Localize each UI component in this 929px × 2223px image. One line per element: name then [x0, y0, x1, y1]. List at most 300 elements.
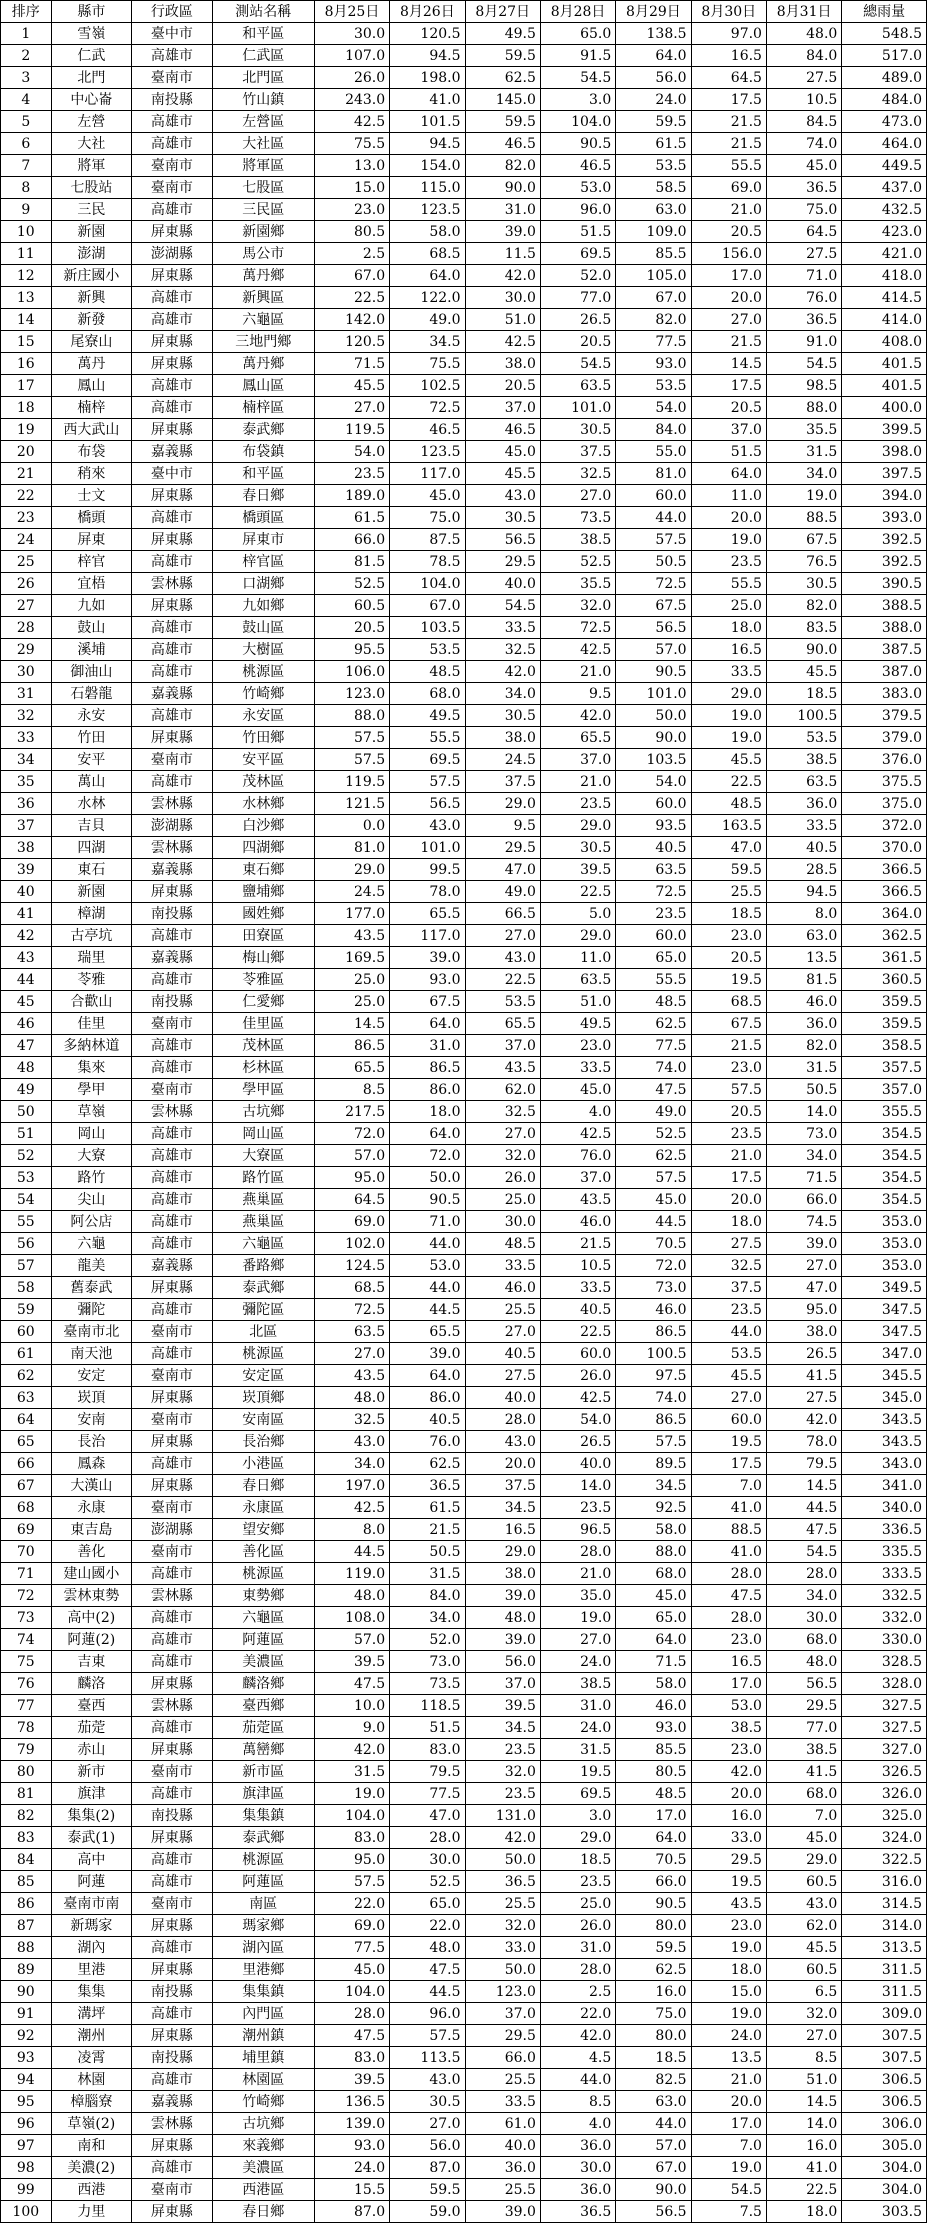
county-cell: 瑞里: [51, 947, 132, 969]
day-rain-cell: 123.0: [465, 1981, 540, 2003]
day-rain-cell: 83.0: [390, 1739, 465, 1761]
day-rain-cell: 9.5: [540, 683, 615, 705]
day-rain-cell: 63.5: [540, 375, 615, 397]
district-cell: 高雄市: [132, 287, 213, 309]
day-rain-cell: 53.5: [616, 375, 691, 397]
total-rain-cell: 473.0: [842, 111, 927, 133]
day-rain-cell: 47.5: [766, 1519, 841, 1541]
table-row: [1, 595, 927, 617]
county-cell: 萬丹: [51, 353, 132, 375]
day-rain-cell: 94.5: [766, 881, 841, 903]
table-row: [1, 441, 927, 463]
day-rain-cell: 119.0: [314, 1563, 389, 1585]
day-rain-cell: 70.5: [616, 1849, 691, 1871]
day-rain-cell: 20.0: [691, 1189, 766, 1211]
district-cell: 高雄市: [132, 661, 213, 683]
day-rain-cell: 63.5: [766, 771, 841, 793]
day-rain-cell: 39.0: [390, 947, 465, 969]
total-rain-cell: 418.0: [842, 265, 927, 287]
total-rain-cell: 343.5: [842, 1409, 927, 1431]
total-rain-cell: 366.5: [842, 881, 927, 903]
county-cell: 湖內: [51, 1937, 132, 1959]
day-rain-cell: 21.0: [691, 199, 766, 221]
district-cell: 高雄市: [132, 309, 213, 331]
table-row: [1, 287, 927, 309]
day-rain-cell: 57.5: [616, 1167, 691, 1189]
district-cell: 雲林縣: [132, 2113, 213, 2135]
day-rain-cell: 56.5: [465, 529, 540, 551]
total-rain-cell: 304.0: [842, 2179, 927, 2201]
day-rain-cell: 69.0: [314, 1211, 389, 1233]
day-rain-cell: 37.0: [465, 1673, 540, 1695]
day-rain-cell: 243.0: [314, 89, 389, 111]
day-rain-cell: 85.5: [616, 243, 691, 265]
county-cell: 吉東: [51, 1651, 132, 1673]
day-rain-cell: 39.0: [465, 1629, 540, 1651]
day-rain-cell: 62.5: [616, 1959, 691, 1981]
total-rain-cell: 328.0: [842, 1673, 927, 1695]
station-cell: 永安區: [212, 705, 314, 727]
table-row: [1, 1695, 927, 1717]
total-rain-cell: 361.5: [842, 947, 927, 969]
column-header: 縣市: [51, 1, 132, 23]
station-cell: 大寮區: [212, 1145, 314, 1167]
day-rain-cell: 36.5: [390, 1475, 465, 1497]
day-rain-cell: 19.0: [691, 2157, 766, 2179]
day-rain-cell: 19.0: [691, 727, 766, 749]
station-cell: 古坑鄉: [212, 1101, 314, 1123]
day-rain-cell: 45.0: [390, 485, 465, 507]
county-cell: 岡山: [51, 1123, 132, 1145]
day-rain-cell: 20.5: [465, 375, 540, 397]
county-cell: 樟湖: [51, 903, 132, 925]
day-rain-cell: 53.5: [691, 1343, 766, 1365]
day-rain-cell: 43.0: [465, 947, 540, 969]
day-rain-cell: 24.0: [616, 89, 691, 111]
day-rain-cell: 59.5: [691, 859, 766, 881]
day-rain-cell: 45.5: [766, 661, 841, 683]
day-rain-cell: 49.5: [390, 705, 465, 727]
district-cell: 臺南市: [132, 155, 213, 177]
day-rain-cell: 23.5: [540, 793, 615, 815]
rank-cell: 33: [1, 727, 52, 749]
day-rain-cell: 38.0: [465, 1563, 540, 1585]
rank-cell: 58: [1, 1277, 52, 1299]
total-rain-cell: 309.0: [842, 2003, 927, 2025]
day-rain-cell: 34.0: [390, 1607, 465, 1629]
day-rain-cell: 106.0: [314, 661, 389, 683]
rank-cell: 41: [1, 903, 52, 925]
day-rain-cell: 93.0: [616, 1717, 691, 1739]
station-cell: 瑪家鄉: [212, 1915, 314, 1937]
day-rain-cell: 104.0: [314, 1805, 389, 1827]
day-rain-cell: 18.0: [390, 1101, 465, 1123]
total-rain-cell: 394.0: [842, 485, 927, 507]
rank-cell: 55: [1, 1211, 52, 1233]
station-cell: 杉林區: [212, 1057, 314, 1079]
table-row: [1, 771, 927, 793]
district-cell: 高雄市: [132, 199, 213, 221]
day-rain-cell: 83.0: [314, 2047, 389, 2069]
day-rain-cell: 15.5: [314, 2179, 389, 2201]
total-rain-cell: 305.0: [842, 2135, 927, 2157]
day-rain-cell: 29.0: [691, 683, 766, 705]
day-rain-cell: 29.0: [465, 1541, 540, 1563]
total-rain-cell: 327.5: [842, 1717, 927, 1739]
county-cell: 永安: [51, 705, 132, 727]
station-cell: 竹崎鄉: [212, 683, 314, 705]
day-rain-cell: 20.5: [691, 221, 766, 243]
total-rain-cell: 517.0: [842, 45, 927, 67]
table-row: [1, 463, 927, 485]
total-rain-cell: 343.0: [842, 1453, 927, 1475]
rank-cell: 75: [1, 1651, 52, 1673]
total-rain-cell: 401.5: [842, 353, 927, 375]
day-rain-cell: 29.0: [540, 1827, 615, 1849]
day-rain-cell: 86.5: [616, 1321, 691, 1343]
day-rain-cell: 38.5: [540, 1673, 615, 1695]
station-cell: 三民區: [212, 199, 314, 221]
day-rain-cell: 57.0: [314, 1145, 389, 1167]
day-rain-cell: 45.0: [465, 441, 540, 463]
total-rain-cell: 372.0: [842, 815, 927, 837]
day-rain-cell: 63.0: [616, 199, 691, 221]
day-rain-cell: 44.5: [390, 1981, 465, 2003]
day-rain-cell: 22.5: [540, 1321, 615, 1343]
station-cell: 安定區: [212, 1365, 314, 1387]
total-rain-cell: 332.5: [842, 1585, 927, 1607]
day-rain-cell: 43.0: [465, 1431, 540, 1453]
day-rain-cell: 27.0: [540, 485, 615, 507]
day-rain-cell: 88.0: [766, 397, 841, 419]
day-rain-cell: 69.5: [540, 1783, 615, 1805]
total-rain-cell: 414.0: [842, 309, 927, 331]
day-rain-cell: 37.5: [540, 441, 615, 463]
table-row: [1, 1783, 927, 1805]
rank-cell: 60: [1, 1321, 52, 1343]
total-rain-cell: 387.0: [842, 661, 927, 683]
total-rain-cell: 354.5: [842, 1167, 927, 1189]
day-rain-cell: 22.5: [540, 881, 615, 903]
day-rain-cell: 68.5: [390, 243, 465, 265]
station-cell: 安平區: [212, 749, 314, 771]
day-rain-cell: 51.5: [691, 441, 766, 463]
table-row: [1, 881, 927, 903]
county-cell: 雪嶺: [51, 23, 132, 45]
day-rain-cell: 8.5: [766, 2047, 841, 2069]
day-rain-cell: 30.5: [390, 2091, 465, 2113]
day-rain-cell: 107.0: [314, 45, 389, 67]
table-row: [1, 1871, 927, 1893]
day-rain-cell: 74.0: [616, 1387, 691, 1409]
rank-cell: 84: [1, 1849, 52, 1871]
total-rain-cell: 359.5: [842, 1013, 927, 1035]
total-rain-cell: 359.5: [842, 991, 927, 1013]
day-rain-cell: 120.5: [314, 331, 389, 353]
day-rain-cell: 93.5: [616, 815, 691, 837]
day-rain-cell: 20.5: [314, 617, 389, 639]
total-rain-cell: 393.0: [842, 507, 927, 529]
day-rain-cell: 65.5: [390, 903, 465, 925]
day-rain-cell: 27.0: [691, 309, 766, 331]
day-rain-cell: 20.0: [691, 2091, 766, 2113]
day-rain-cell: 103.5: [616, 749, 691, 771]
day-rain-cell: 44.0: [540, 2069, 615, 2091]
day-rain-cell: 36.0: [540, 2135, 615, 2157]
day-rain-cell: 76.0: [390, 1431, 465, 1453]
rank-cell: 91: [1, 2003, 52, 2025]
day-rain-cell: 67.5: [390, 991, 465, 1013]
table-row: [1, 1013, 927, 1035]
county-cell: 新興: [51, 287, 132, 309]
day-rain-cell: 136.5: [314, 2091, 389, 2113]
day-rain-cell: 19.0: [691, 2003, 766, 2025]
station-cell: 橋頭區: [212, 507, 314, 529]
day-rain-cell: 40.5: [540, 1299, 615, 1321]
county-cell: 尾寮山: [51, 331, 132, 353]
station-cell: 東石鄉: [212, 859, 314, 881]
station-cell: 南區: [212, 1893, 314, 1915]
total-rain-cell: 307.5: [842, 2025, 927, 2047]
day-rain-cell: 34.5: [390, 331, 465, 353]
total-rain-cell: 311.5: [842, 1981, 927, 2003]
table-row: [1, 1937, 927, 1959]
table-row: [1, 243, 927, 265]
table-row: [1, 1211, 927, 1233]
county-cell: 學甲: [51, 1079, 132, 1101]
day-rain-cell: 73.0: [616, 1277, 691, 1299]
station-cell: 安南區: [212, 1409, 314, 1431]
county-cell: 臺南市北: [51, 1321, 132, 1343]
county-cell: 南和: [51, 2135, 132, 2157]
district-cell: 臺南市: [132, 1761, 213, 1783]
day-rain-cell: 42.0: [691, 1761, 766, 1783]
day-rain-cell: 42.0: [465, 1827, 540, 1849]
table-row: [1, 2069, 927, 2091]
day-rain-cell: 31.5: [540, 1739, 615, 1761]
day-rain-cell: 18.5: [691, 903, 766, 925]
day-rain-cell: 23.0: [691, 1739, 766, 1761]
district-cell: 屏東縣: [132, 727, 213, 749]
county-cell: 新園: [51, 881, 132, 903]
total-rain-cell: 360.5: [842, 969, 927, 991]
day-rain-cell: 18.5: [616, 2047, 691, 2069]
day-rain-cell: 44.5: [616, 1211, 691, 1233]
day-rain-cell: 30.0: [390, 1849, 465, 1871]
day-rain-cell: 30.0: [314, 23, 389, 45]
total-rain-cell: 328.5: [842, 1651, 927, 1673]
day-rain-cell: 25.0: [314, 969, 389, 991]
county-cell: 九如: [51, 595, 132, 617]
total-rain-cell: 354.5: [842, 1123, 927, 1145]
day-rain-cell: 40.0: [465, 1387, 540, 1409]
day-rain-cell: 50.5: [766, 1079, 841, 1101]
day-rain-cell: 44.5: [390, 1299, 465, 1321]
county-cell: 新園: [51, 221, 132, 243]
station-cell: 路竹區: [212, 1167, 314, 1189]
day-rain-cell: 40.5: [616, 837, 691, 859]
station-cell: 仁武區: [212, 45, 314, 67]
table-row: [1, 507, 927, 529]
rank-cell: 68: [1, 1497, 52, 1519]
county-cell: 泰武(1): [51, 1827, 132, 1849]
total-rain-cell: 349.5: [842, 1277, 927, 1299]
day-rain-cell: 51.0: [540, 991, 615, 1013]
total-rain-cell: 437.0: [842, 177, 927, 199]
county-cell: 石磐龍: [51, 683, 132, 705]
rank-cell: 59: [1, 1299, 52, 1321]
day-rain-cell: 17.5: [691, 1453, 766, 1475]
day-rain-cell: 49.5: [465, 23, 540, 45]
day-rain-cell: 75.5: [314, 133, 389, 155]
day-rain-cell: 22.0: [540, 2003, 615, 2025]
day-rain-cell: 28.0: [314, 2003, 389, 2025]
rank-cell: 72: [1, 1585, 52, 1607]
day-rain-cell: 90.5: [616, 1893, 691, 1915]
county-cell: 合歡山: [51, 991, 132, 1013]
district-cell: 高雄市: [132, 1849, 213, 1871]
day-rain-cell: 57.5: [390, 771, 465, 793]
total-rain-cell: 423.0: [842, 221, 927, 243]
table-row: [1, 1387, 927, 1409]
district-cell: 南投縣: [132, 2047, 213, 2069]
station-cell: 四湖鄉: [212, 837, 314, 859]
day-rain-cell: 22.0: [390, 1915, 465, 1937]
day-rain-cell: 41.5: [766, 1761, 841, 1783]
total-rain-cell: 375.5: [842, 771, 927, 793]
day-rain-cell: 31.5: [766, 441, 841, 463]
day-rain-cell: 24.0: [540, 1651, 615, 1673]
total-rain-cell: 464.0: [842, 133, 927, 155]
day-rain-cell: 64.5: [691, 67, 766, 89]
day-rain-cell: 81.5: [314, 551, 389, 573]
day-rain-cell: 31.0: [465, 199, 540, 221]
day-rain-cell: 92.5: [616, 1497, 691, 1519]
day-rain-cell: 19.0: [314, 1783, 389, 1805]
day-rain-cell: 47.0: [390, 1805, 465, 1827]
table-row: [1, 331, 927, 353]
day-rain-cell: 37.0: [465, 2003, 540, 2025]
day-rain-cell: 21.0: [540, 771, 615, 793]
county-cell: 東石: [51, 859, 132, 881]
day-rain-cell: 20.5: [540, 331, 615, 353]
rank-cell: 15: [1, 331, 52, 353]
total-rain-cell: 325.0: [842, 1805, 927, 1827]
table-row: [1, 397, 927, 419]
day-rain-cell: 65.5: [314, 1057, 389, 1079]
county-cell: 阿蓮(2): [51, 1629, 132, 1651]
county-cell: 御油山: [51, 661, 132, 683]
rank-cell: 47: [1, 1035, 52, 1057]
day-rain-cell: 47.5: [691, 1585, 766, 1607]
total-rain-cell: 357.0: [842, 1079, 927, 1101]
day-rain-cell: 37.0: [465, 397, 540, 419]
day-rain-cell: 36.5: [540, 2201, 615, 2223]
rank-cell: 11: [1, 243, 52, 265]
county-cell: 舊泰武: [51, 1277, 132, 1299]
total-rain-cell: 335.5: [842, 1541, 927, 1563]
day-rain-cell: 217.5: [314, 1101, 389, 1123]
county-cell: 安平: [51, 749, 132, 771]
day-rain-cell: 198.0: [390, 67, 465, 89]
table-row: [1, 1673, 927, 1695]
day-rain-cell: 70.5: [616, 1233, 691, 1255]
table-row: [1, 1629, 927, 1651]
station-cell: 春日鄉: [212, 2201, 314, 2223]
total-rain-cell: 306.0: [842, 2113, 927, 2135]
district-cell: 高雄市: [132, 1189, 213, 1211]
table-row: [1, 859, 927, 881]
table-row: [1, 1981, 927, 2003]
day-rain-cell: 32.0: [465, 1761, 540, 1783]
district-cell: 高雄市: [132, 617, 213, 639]
column-header: 8月26日: [390, 1, 465, 23]
day-rain-cell: 45.5: [691, 1365, 766, 1387]
day-rain-cell: 50.0: [465, 1959, 540, 1981]
rank-cell: 4: [1, 89, 52, 111]
day-rain-cell: 14.5: [766, 2091, 841, 2113]
rank-cell: 99: [1, 2179, 52, 2201]
day-rain-cell: 9.0: [314, 1717, 389, 1739]
day-rain-cell: 11.5: [465, 243, 540, 265]
rank-cell: 25: [1, 551, 52, 573]
day-rain-cell: 10.0: [314, 1695, 389, 1717]
day-rain-cell: 84.0: [766, 45, 841, 67]
day-rain-cell: 7.5: [691, 2201, 766, 2223]
day-rain-cell: 64.0: [616, 45, 691, 67]
county-cell: 安定: [51, 1365, 132, 1387]
station-cell: 九如鄉: [212, 595, 314, 617]
day-rain-cell: 4.0: [540, 2113, 615, 2135]
day-rain-cell: 163.5: [691, 815, 766, 837]
total-rain-cell: 376.0: [842, 749, 927, 771]
day-rain-cell: 139.0: [314, 2113, 389, 2135]
day-rain-cell: 57.5: [691, 1079, 766, 1101]
day-rain-cell: 44.5: [766, 1497, 841, 1519]
day-rain-cell: 33.5: [465, 2091, 540, 2113]
station-cell: 梅山鄉: [212, 947, 314, 969]
district-cell: 高雄市: [132, 45, 213, 67]
day-rain-cell: 62.5: [465, 67, 540, 89]
district-cell: 高雄市: [132, 1211, 213, 1233]
district-cell: 臺南市: [132, 1541, 213, 1563]
station-cell: 長治鄉: [212, 1431, 314, 1453]
day-rain-cell: 99.5: [390, 859, 465, 881]
total-rain-cell: 340.0: [842, 1497, 927, 1519]
day-rain-cell: 67.0: [390, 595, 465, 617]
day-rain-cell: 119.5: [314, 771, 389, 793]
day-rain-cell: 32.0: [540, 595, 615, 617]
county-cell: 將軍: [51, 155, 132, 177]
day-rain-cell: 97.0: [691, 23, 766, 45]
day-rain-cell: 11.0: [540, 947, 615, 969]
day-rain-cell: 80.5: [616, 1761, 691, 1783]
day-rain-cell: 9.5: [465, 815, 540, 837]
table-row: [1, 1497, 927, 1519]
station-cell: 桃源區: [212, 1563, 314, 1585]
day-rain-cell: 101.0: [390, 837, 465, 859]
day-rain-cell: 17.5: [691, 1167, 766, 1189]
day-rain-cell: 42.0: [465, 661, 540, 683]
county-cell: 臺西: [51, 1695, 132, 1717]
day-rain-cell: 29.0: [540, 815, 615, 837]
day-rain-cell: 74.0: [616, 1057, 691, 1079]
day-rain-cell: 60.5: [314, 595, 389, 617]
district-cell: 臺南市: [132, 1079, 213, 1101]
table-row: [1, 749, 927, 771]
day-rain-cell: 23.0: [691, 925, 766, 947]
district-cell: 屏東縣: [132, 881, 213, 903]
